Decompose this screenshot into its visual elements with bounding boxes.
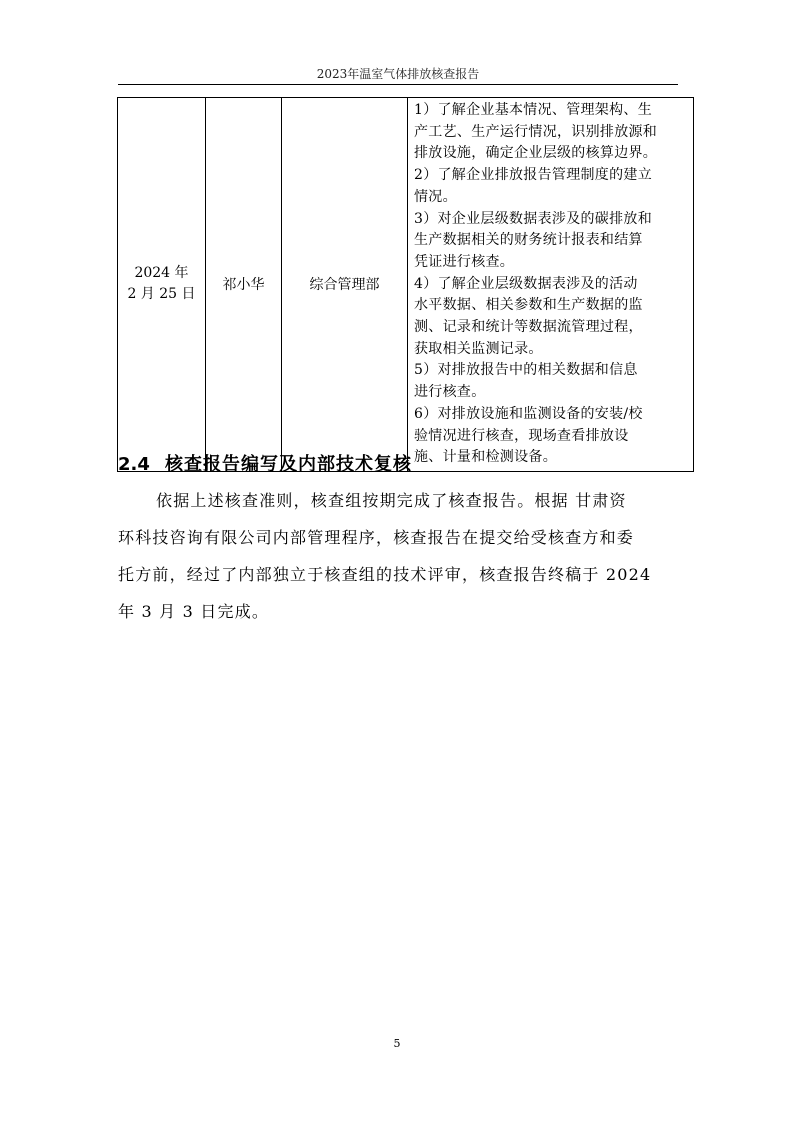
content-line: 产工艺、生产运行情况，识别排放源和	[414, 123, 658, 140]
content-line: 水平数据、相关参数和生产数据的监	[414, 297, 643, 314]
content-line: 3）对企业层级数据表涉及的碳排放和	[414, 210, 653, 227]
content-line: 情况。	[414, 188, 457, 205]
content-line: 1）了解企业基本情况、管理架构、生	[414, 102, 653, 118]
content-line: 6）对排放设施和监测设备的安装/校	[414, 405, 643, 422]
content-line: 5）对排放报告中的相关数据和信息	[414, 362, 638, 379]
date-month-day: 2 月 25 日	[127, 286, 196, 303]
content-line: 凭证进行核查。	[414, 253, 515, 270]
date-year: 2024 年	[134, 265, 189, 282]
paragraph-line: 环科技咨询有限公司内部管理程序，核查报告在提交给受核查方和委	[118, 528, 635, 547]
paragraph-line: 托方前，经过了内部独立于核查组的技术评审，核查报告终稿于 2024	[118, 565, 652, 584]
content-line: 4）了解企业层级数据表涉及的活动	[414, 275, 638, 292]
content-line: 施、计量和检测设备。	[414, 449, 557, 466]
section-title: 核查报告编写及内部技术复核	[165, 454, 412, 475]
header-rule	[118, 84, 678, 85]
body-paragraph	[118, 482, 680, 630]
paragraph-line: 依据上述核查准则，核查组按期完成了核查报告。根据 甘肃资	[156, 491, 627, 510]
content-line: 获取相关监测记录。	[414, 340, 543, 357]
page-number: 5	[393, 1037, 401, 1050]
content-line: 2）了解企业排放报告管理制度的建立	[414, 167, 653, 184]
content-cell	[408, 98, 694, 472]
date-cell	[118, 98, 206, 472]
table-row	[118, 98, 694, 472]
paragraph-line: 年 3 月 3 日完成。	[118, 602, 270, 621]
section-number: 2.4	[118, 454, 150, 475]
name-cell: 祁小华	[206, 98, 282, 472]
content-line: 生产数据相关的财务统计报表和结算	[414, 232, 643, 249]
content-line: 验情况进行核查，现场查看排放设	[414, 427, 629, 444]
content-line: 排放设施，确定企业层级的核算边界。	[414, 145, 658, 162]
page-header-title: 2023年温室气体排放核查报告	[316, 67, 480, 81]
audit-schedule-table	[117, 97, 694, 472]
section-heading	[118, 451, 412, 479]
department-cell: 综合管理部	[282, 98, 408, 472]
content-line: 测、记录和统计等数据流管理过程，	[414, 319, 643, 336]
content-line: 进行核查。	[414, 384, 486, 401]
